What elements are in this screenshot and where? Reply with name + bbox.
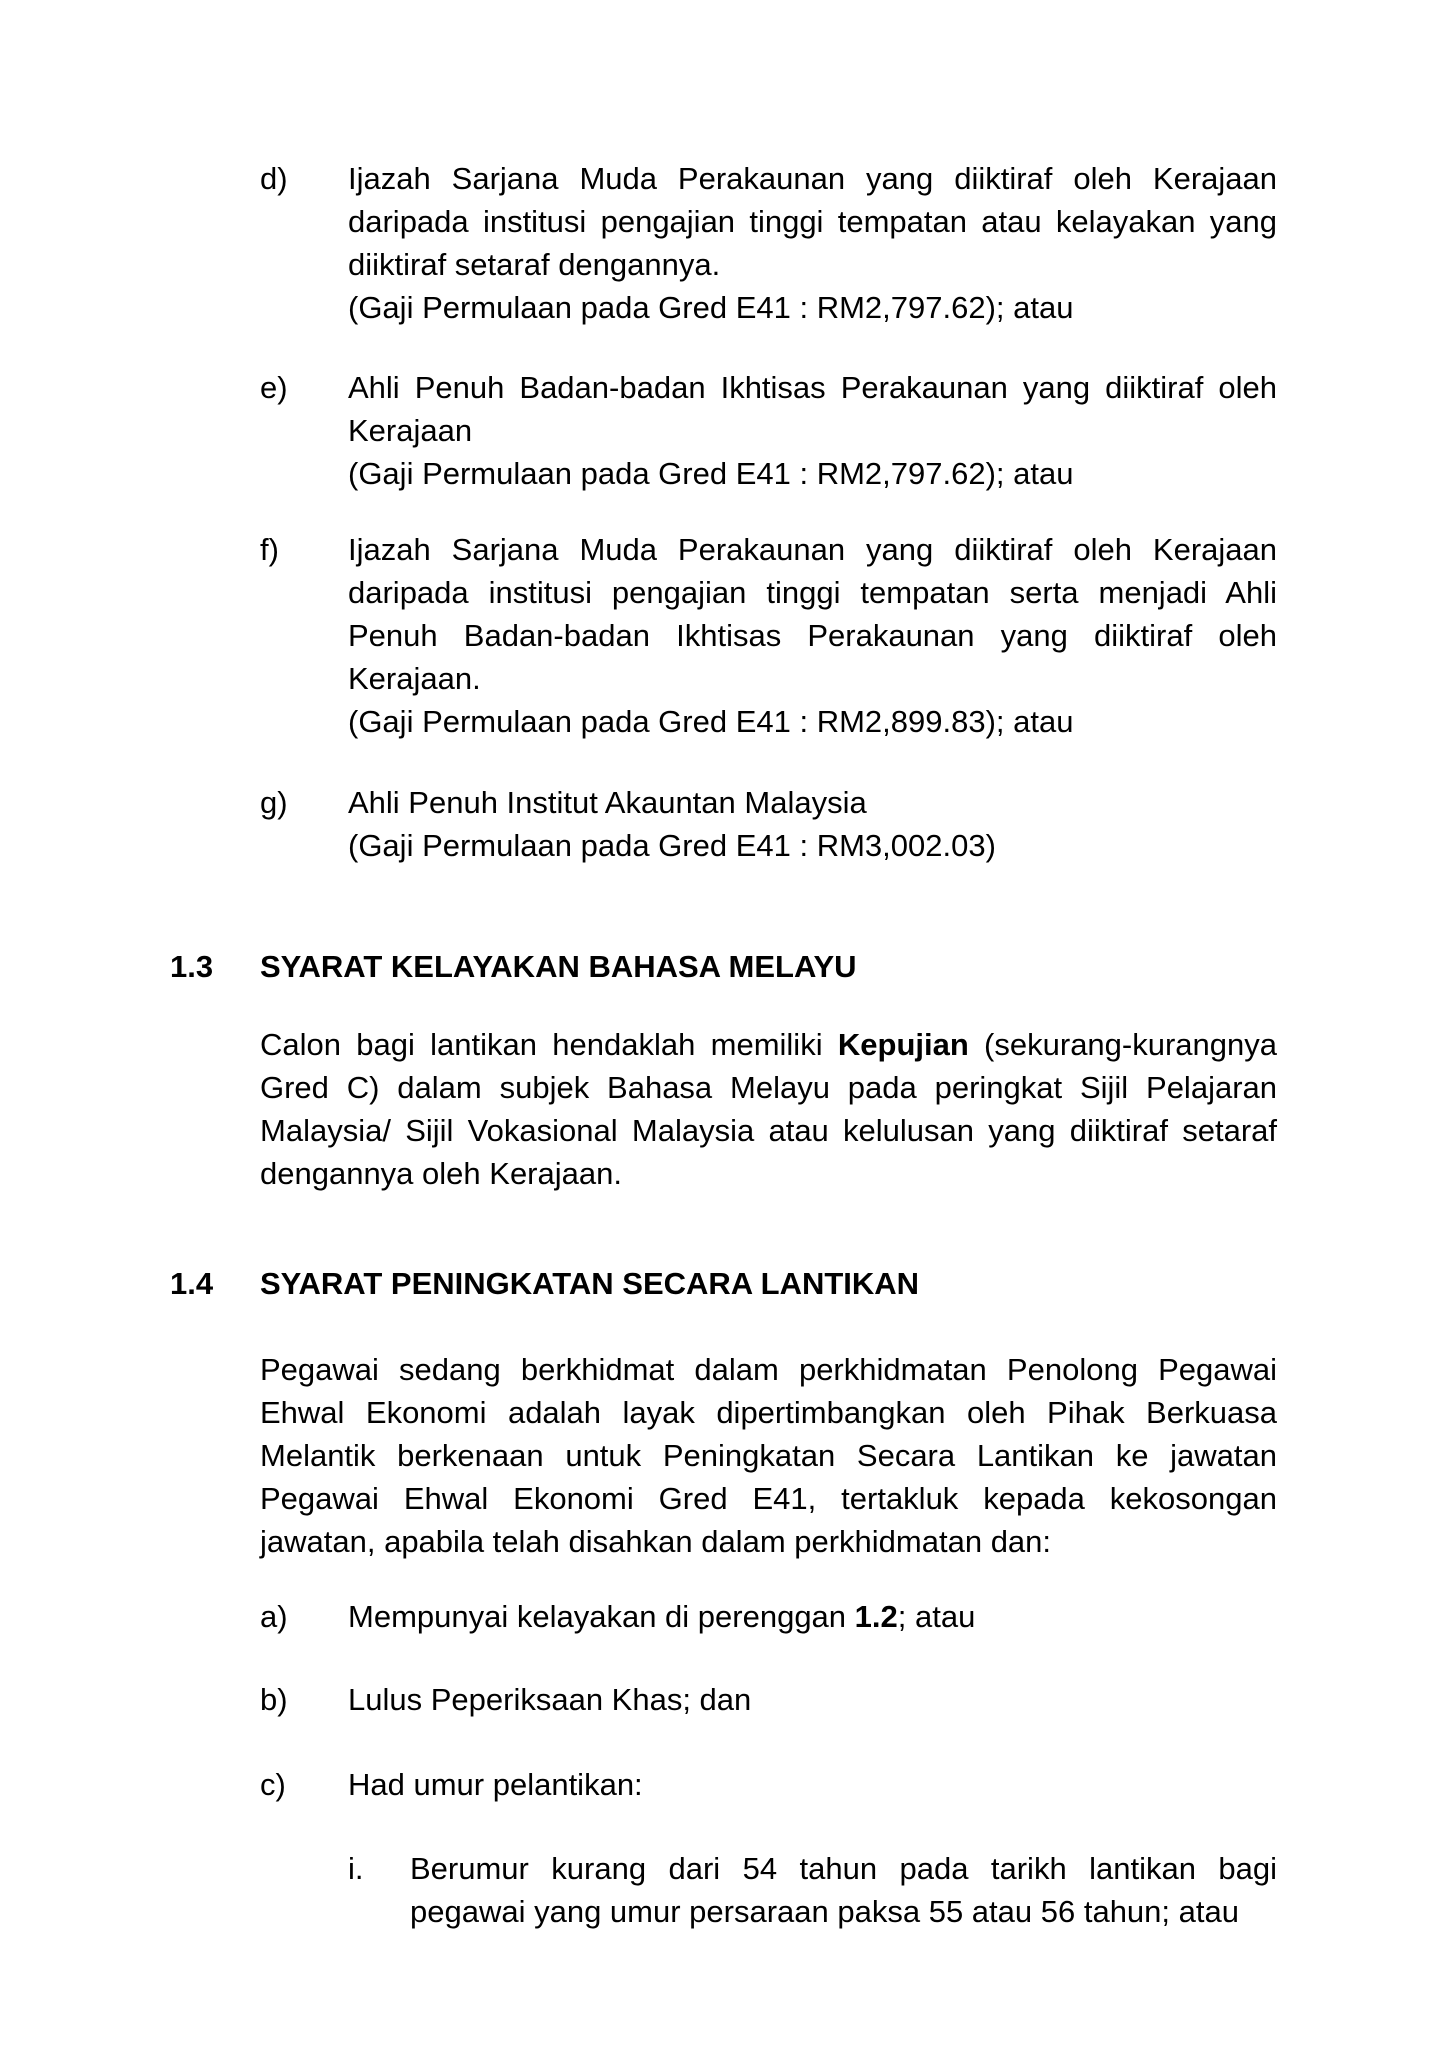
list-marker: g)	[260, 785, 288, 820]
list-item-a	[260, 1595, 1277, 1638]
item-text	[410, 1847, 1277, 1933]
text-line: Ijazah Sarjana Muda Perakaunan yang diiktiraf oleh Kerajaan	[348, 532, 1277, 567]
section-paragraph-1-4	[260, 1348, 1277, 1563]
text-line: daripada institusi pengajian tinggi tempatan serta menjadi Ahli	[348, 575, 1277, 610]
text-line: Penuh Badan-badan Ikhtisas Perakaunan yang diiktiraf oleh	[348, 618, 1277, 653]
item-text	[348, 1763, 1277, 1806]
list-item-d	[260, 157, 1277, 329]
text-line: (Gaji Permulaan pada Gred E41 : RM3,002.03)	[348, 828, 996, 863]
text-line: Ahli Penuh Institut Akauntan Malaysia	[348, 785, 867, 820]
text-line: (Gaji Permulaan pada Gred E41 : RM2,797.62); atau	[348, 290, 1074, 325]
item-text	[348, 366, 1277, 495]
list-marker: c)	[260, 1767, 286, 1802]
item-text	[348, 1595, 1277, 1638]
list-item-f	[260, 528, 1277, 743]
list-item-g	[260, 781, 1277, 867]
section-title: SYARAT KELAYAKAN BAHASA MELAYU	[260, 949, 857, 984]
text-line: Ahli Penuh Badan-badan Ikhtisas Perakaunan yang diiktiraf oleh	[348, 370, 1277, 405]
text-line: Pegawai sedang berkhidmat dalam perkhidmatan Penolong Pegawai	[260, 1352, 1277, 1387]
list-item-e	[260, 366, 1277, 495]
text-line: Kerajaan	[348, 413, 473, 448]
text-line: jawatan, apabila telah disahkan dalam perkhidmatan dan:	[260, 1524, 1052, 1559]
text-line: Had umur pelantikan:	[348, 1767, 643, 1802]
section-heading-1-3	[170, 945, 1277, 988]
text-line: Mempunyai kelayakan di perenggan 1.2; atau	[348, 1599, 976, 1634]
text-line: Melantik berkenaan untuk Peningkatan Secara Lantikan ke jawatan	[260, 1438, 1277, 1473]
list-marker: a)	[260, 1599, 288, 1634]
text-line: pegawai yang umur persaraan paksa 55 atau 56 tahun; atau	[410, 1894, 1239, 1929]
section-heading-1-4	[170, 1262, 1277, 1305]
text-line: (Gaji Permulaan pada Gred E41 : RM2,797.62); atau	[348, 456, 1074, 491]
list-item-i	[348, 1847, 1277, 1933]
item-text	[348, 157, 1277, 329]
section-number: 1.3	[170, 949, 214, 984]
text-line: Ijazah Sarjana Muda Perakaunan yang diiktiraf oleh Kerajaan	[348, 161, 1277, 196]
list-item-c	[260, 1763, 1277, 1806]
text-line: Calon bagi lantikan hendaklah memiliki Kepujian (sekurang-kurangnya	[260, 1027, 1278, 1062]
list-marker: d)	[260, 161, 288, 196]
item-text	[348, 1678, 1277, 1721]
text-line: Pegawai Ehwal Ekonomi Gred E41, tertakluk kepada kekosongan	[260, 1481, 1277, 1516]
text-line: diiktiraf setaraf dengannya.	[348, 247, 721, 282]
text-line: daripada institusi pengajian tinggi tempatan atau kelayakan yang	[348, 204, 1277, 239]
list-item-b	[260, 1678, 1277, 1721]
text-line: dengannya oleh Kerajaan.	[260, 1156, 622, 1191]
list-marker: e)	[260, 370, 288, 405]
text-line: Malaysia/ Sijil Vokasional Malaysia atau kelulusan yang diiktiraf setaraf	[260, 1113, 1277, 1148]
text-line: Ehwal Ekonomi adalah layak dipertimbangkan oleh Pihak Berkuasa	[260, 1395, 1277, 1430]
list-marker: i.	[348, 1851, 364, 1886]
item-text	[348, 528, 1277, 743]
text-line: (Gaji Permulaan pada Gred E41 : RM2,899.83); atau	[348, 704, 1074, 739]
text-line: Lulus Peperiksaan Khas; dan	[348, 1682, 752, 1717]
text-line: Gred C) dalam subjek Bahasa Melayu pada peringkat Sijil Pelajaran	[260, 1070, 1277, 1105]
text-line: Berumur kurang dari 54 tahun pada tarikh lantikan bagi	[410, 1851, 1277, 1886]
section-title: SYARAT PENINGKATAN SECARA LANTIKAN	[260, 1266, 920, 1301]
item-text	[348, 781, 1277, 867]
section-paragraph-1-3	[260, 1023, 1277, 1195]
list-marker: f)	[260, 532, 279, 567]
section-number: 1.4	[170, 1266, 214, 1301]
text-line: Kerajaan.	[348, 661, 481, 696]
list-marker: b)	[260, 1682, 288, 1717]
